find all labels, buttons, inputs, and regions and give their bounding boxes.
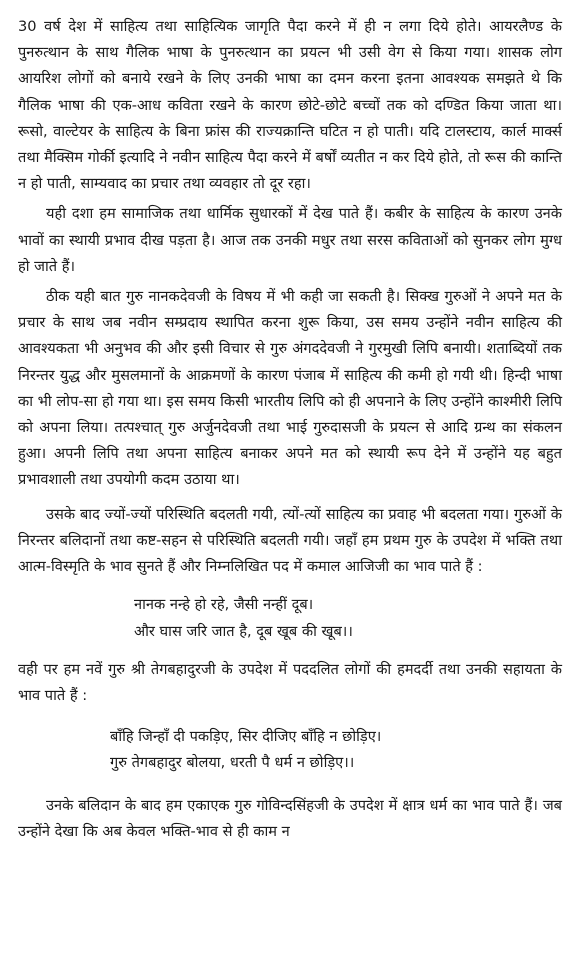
paragraph-guru-nanak: ठीक यही बात गुरु नानकदेवजी के विषय में भी कही जा सकती है। सिक्ख गुरुओं ने अपने मत के प्रचार के साथ जब नवीन सम्प्रदाय स्थापित करना शुरू किया, उस समय उन्होंने नवीन साहित्य की आवश्यकता भी अनुभव की और इसी विचार से गुरु अंगददेवजी ने गुरमुखी लिपि बनायी। शताब्दियों तक निरन्तर युद्ध और मुसलमानों के आक्रमणों के कारण पंजाब में साहित्य की कमी हो गयी थी। हिन्दी भाषा का भी लोप-सा हो गया था। इस समय किसी भारतीय लिपि को ही अपनाने के लिए उन्होंने काश्मीरी लिपि को अपना लिया। तत्पश्चात् गुरु अर्जुनदेवजी तथा भाई गुरुदासजी के प्रयत्न से आदि ग्रन्थ का संकलन हुआ। अपनी लिपि तथा अपना साहित्य बनाकर अपने मत को स्थायी रूप देने में उन्होंने यह बहुत प्रभावशाली तथा उपयोगी कदम उठाया था। (18, 288, 562, 489)
verse-line: नानक नन्हे हो रहे, जैसी नन्हीं दूब। (134, 596, 314, 614)
paragraph-tegbahadur: वही पर हम नवें गुरु श्री तेगबहादुरजी के उपदेश में पददलित लोगों की हमदर्दी तथा उनकी सहायता के भाव पाते हैं : (18, 661, 562, 705)
paragraph-gobind-singh: उनके बलिदान के बाद हम एकाएक गुरु गोविन्दसिंहजी के उपदेश में क्षात्र धर्म का भाव पाते हैं। जब उन्होंने देखा कि अब केवल भक्ति-भाव से ही काम न (18, 796, 562, 840)
verse-line: बाँहि जिन्हाँ दी पकड़िए, सिर दीजिए बाँहि न छोड़िए। (110, 727, 382, 745)
verse-tegbahadur (18, 724, 562, 777)
verse-line: गुरु तेगबहादुर बोलया, धरती पै धर्म न छोड़िए।। (110, 754, 355, 772)
paragraph-changing-circumstances: उसके बाद ज्यों-ज्यों परिस्थिति बदलती गयी, त्यों-त्यों साहित्य का प्रवाह भी बदलता गया। गुरुओं के निरन्तर बलिदानों तथा कष्ट-सहन से परिस्थिति बदलती गयी। जहाँ हम प्रथम गुरु के उपदेश में भक्ति तथा आत्म-विस्मृति के भाव सुनते हैं और निम्नलिखित पद में कमाल आजिजी का भाव पाते हैं : (18, 505, 562, 576)
verse-nanak (18, 592, 562, 645)
paragraph-revival-history: 30 वर्ष देश में साहित्य तथा साहित्यिक जागृति पैदा करने में ही न लगा दिये होते। आयरलैण्ड के पुनरुत्थान के साथ गैलिक भाषा के पुनरुत्थान का प्रयत्न भी उसी वेग से किया गया। शासक लोग आयरिश लोगों को बनाये रखने के लिए उनकी भाषा का दमन करना इतना आवश्यक समझते थे कि गैलिक भाषा की एक-आध कविता रखने के कारण छोटे-छोटे बच्चों तक को दण्डित किया जाता था। रूसो, वाल्टेयर के साहित्य के बिना फ्रांस की राज्यक्रान्ति घटित न हो पाती। यदि टालस्टाय, कार्ल मार्क्स तथा मैक्सिम गोर्की इत्यादि ने नवीन साहित्य पैदा करने में बर्षों व्यतीत न कर दिये होते, तो रूस की कान्ति न हो पाती, साम्यवाद का प्रचार तथा व्यवहार तो दूर रहा। (18, 18, 562, 193)
paragraph-reformers: यही दशा हम सामाजिक तथा धार्मिक सुधारकों में देख पाते हैं। कबीर के साहित्य के कारण उनके भावों का स्थायी प्रभाव दीख पड़ता है। आज तक उनकी मधुर तथा सरस कविताओं को सुनकर लोग मुग्ध हो जाते हैं। (18, 205, 562, 275)
verse-line: और घास जरि जात है, दूब खूब की खूब।। (134, 622, 353, 640)
